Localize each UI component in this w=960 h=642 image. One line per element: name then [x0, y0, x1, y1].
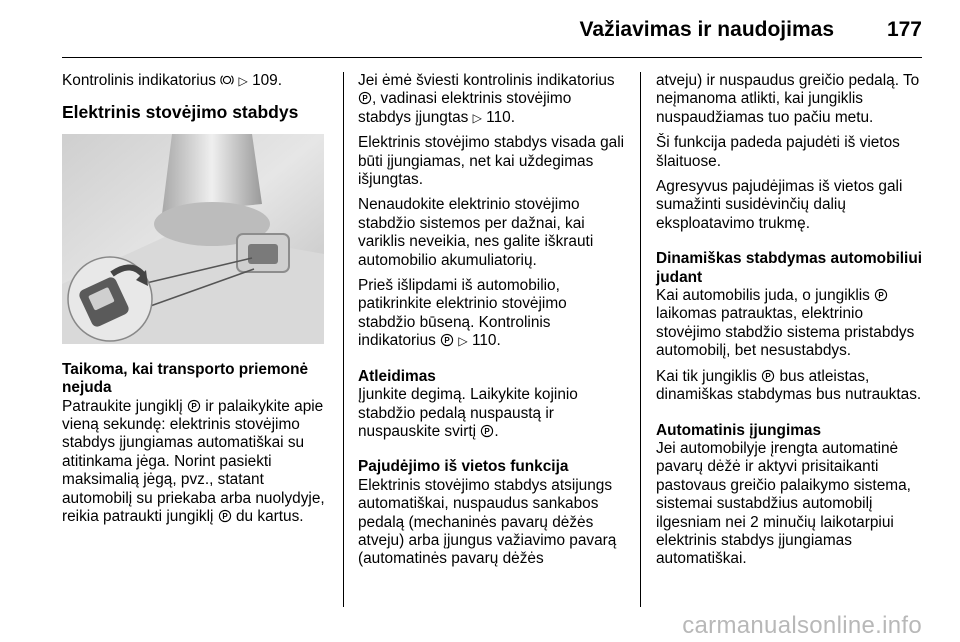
watermark: carmanualsonline.info [682, 612, 922, 639]
parking-brake-icon [761, 369, 775, 383]
paragraph: Įjunkite degimą. Laikykite kojinio stabdžio pedalą nuspaustą ir nuspauskite svirtį P . [358, 386, 578, 440]
subheading-drive-away: Pajudėjimo iš vietos funkcija [358, 458, 569, 476]
page-header [62, 0, 922, 58]
paragraph: Jei ėmė šviesti kontrolinis indikatorius P , vadinasi elektrinis stovėjimo stabdys įjungtas ▷ 110. [358, 72, 615, 126]
svg-text:P: P [191, 401, 197, 411]
parking-brake-icon [187, 399, 201, 413]
column-divider [640, 72, 641, 607]
intro-paragraph: Kontrolinis indikatorius ▷ 109. [62, 72, 283, 89]
paragraph: Elektrinis stovėjimo stabdys visada gali būti įjungiamas, net kai uždegimas išjungtas. [358, 134, 625, 189]
svg-text:P: P [878, 291, 884, 301]
column-divider [343, 72, 344, 607]
subheading-automatic: Automatinis įjungimas [656, 421, 822, 439]
svg-text:P: P [362, 94, 368, 104]
parking-brake-icon [874, 288, 888, 302]
svg-text:P: P [484, 426, 490, 436]
reference-triangle-icon: ▷ [472, 110, 482, 125]
paragraph: Jei automobilyje įrengta automatinė pavarų dėžė ir aktyvi prisitaikanti pastovaus greičio palaikymo sistema, sistemai sustabdžius automobilį ilgesniam nei 2 minučių laikotarpiui elektrinis stabdys įjungiamas automatiškai. [656, 439, 911, 568]
page-title: Važiavimas ir naudojimas [579, 18, 834, 41]
reference-triangle-icon: ▷ [458, 334, 468, 349]
subheading-stopped: Taikoma, kai transporto priemonė nejuda [62, 360, 309, 397]
parking-brake-icon [218, 509, 232, 523]
column-3 [656, 72, 926, 576]
paragraph: Kai automobilis juda, o jungiklis P laikomas patrauktas, elektrinio stovėjimo stabdžio sistema pristabdys automobilį, bet nesustabdys. [656, 287, 915, 360]
subheading-dynamic-braking: Dinamiškas stabdymas automobiliui judant [656, 250, 922, 286]
svg-text:P: P [444, 336, 450, 346]
parking-brake-icon [440, 333, 454, 347]
column-1 [62, 72, 330, 533]
svg-text:P: P [222, 512, 228, 522]
reference-triangle-icon: ▷ [238, 74, 248, 88]
paragraph: Kai tik jungiklis P bus atleistas, dinamiškas stabdymas bus nutrauktas. [656, 367, 922, 404]
paragraph: Agresyvus pajudėjimas iš vietos gali sumažinti susidėvinčių dalių eksploatavimo trukmę. [656, 178, 903, 232]
stopped-paragraph: Patraukite jungiklį P ir palaikykite apie vieną sekundę: elektrinis stovėjimo stabdys įjungiamas automatiškai su atitinkama jėga. Norint pasiekti maksimalią jėgą, pvz., statant automobilį su priekaba arba nuolydyje, reikia patraukti jungiklį P du kartus. [62, 397, 325, 526]
svg-text:P: P [765, 371, 771, 381]
paragraph: Elektrinis stovėjimo stabdys atsijungs automatiškai, nuspaudus sankabos pedalą (mechaninės pavarų dėžės atveju) arba įjungus važiavimo pavarą (automatinės pavarų dėžės [358, 476, 617, 568]
parking-brake-icon [480, 424, 494, 438]
brake-warning-icon [220, 73, 234, 87]
column-2 [358, 72, 628, 576]
paragraph: Ši funkcija padeda pajudėti iš vietos šlaituose. [656, 134, 900, 170]
section-heading: Elektrinis stovėjimo stabdys [62, 102, 299, 123]
paragraph: atveju) ir nuspaudus greičio pedalą. To neįmanoma atlikti, kai jungiklis nuspaudžiamas tuo pačiu metu. [656, 72, 920, 126]
page-number: 177 [886, 18, 922, 41]
paragraph: Prieš išlipdami iš automobilio, patikrinkite elektrinio stovėjimo stabdžio būseną. Kontrolinis indikatorius P ▷ 110. [358, 277, 567, 350]
parking-brake-icon [358, 91, 372, 105]
subheading-release: Atleidimas [358, 367, 436, 385]
parking-brake-photo [62, 134, 324, 344]
paragraph: Nenaudokite elektrinio stovėjimo stabdžio sistemos per dažnai, kai variklis neveikia, nes galite iškrauti automobilio akumuliatorių. [358, 196, 594, 269]
